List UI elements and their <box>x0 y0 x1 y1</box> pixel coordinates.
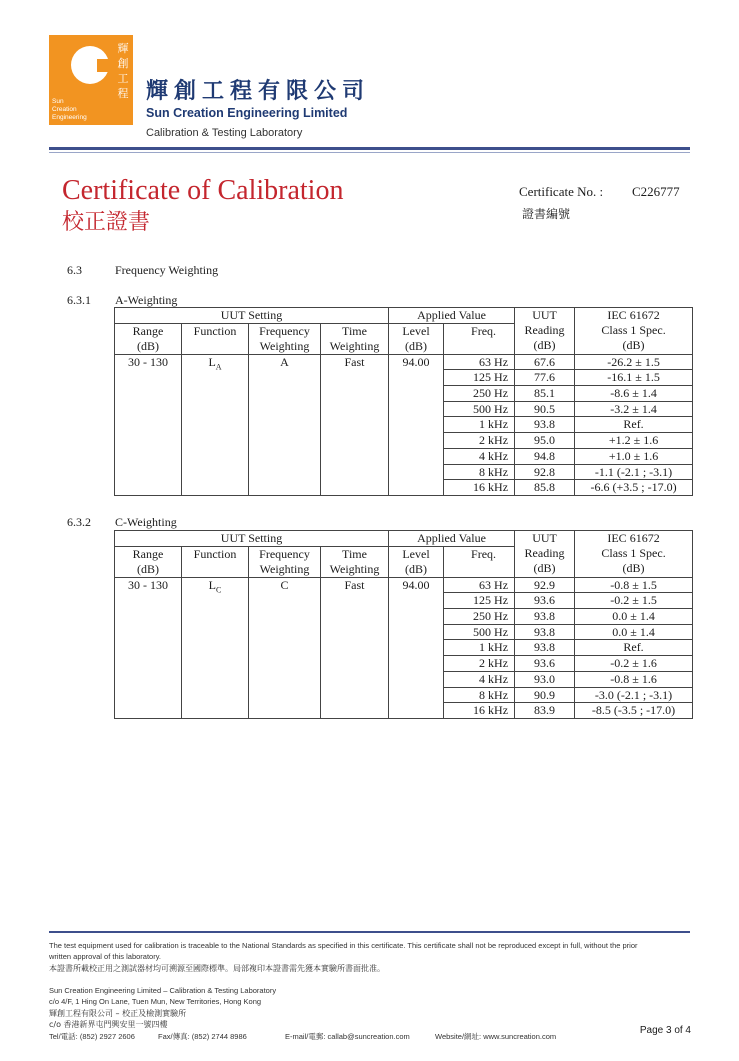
cell-freq: 16 kHz <box>444 703 515 719</box>
col-frequency-weighting: Frequency Weighting <box>249 546 321 577</box>
email: E-mail/電郵: callab@suncreation.com <box>285 1032 410 1041</box>
header-applied-value: Applied Value <box>389 531 515 547</box>
cell-reading: 85.8 <box>515 480 575 496</box>
logo-vertical-text: 輝 創 工 程 <box>117 42 129 100</box>
cell-reading: 93.6 <box>515 656 575 672</box>
cell-spec: -0.8 ± 1.5 <box>575 577 693 593</box>
cell-spec: -3.0 (-2.1 ; -3.1) <box>575 687 693 703</box>
company-logo <box>49 35 133 125</box>
cell-reading: 94.8 <box>515 448 575 464</box>
cell-level: 94.00 <box>389 354 444 495</box>
cell-freq: 125 Hz <box>444 593 515 609</box>
cell-freq: 2 kHz <box>444 656 515 672</box>
cell-time-weighting: Fast <box>321 577 389 718</box>
cell-spec: -3.2 ± 1.4 <box>575 401 693 417</box>
subsection-c-number: 6.3.2 <box>67 515 91 529</box>
table-header-row <box>115 531 693 547</box>
col-reading: Reading (dB) <box>515 323 575 354</box>
subsection-a-title: A-Weighting <box>115 293 178 307</box>
cell-freq: 8 kHz <box>444 464 515 480</box>
col-spec: Class 1 Spec. (dB) <box>575 546 693 577</box>
cell-freq: 500 Hz <box>444 401 515 417</box>
cell-freq: 2 kHz <box>444 433 515 449</box>
cell-spec: -0.2 ± 1.5 <box>575 593 693 609</box>
header-uut: UUT <box>515 308 575 324</box>
cell-reading: 90.5 <box>515 401 575 417</box>
cell-reading: 93.8 <box>515 640 575 656</box>
col-spec: Class 1 Spec. (dB) <box>575 323 693 354</box>
certificate-title-en: Certificate of Calibration <box>62 175 344 206</box>
col-function: Function <box>182 546 249 577</box>
cell-reading: 95.0 <box>515 433 575 449</box>
address-line-3: 輝創工程有限公司 – 校正及檢測實驗所 <box>49 1009 187 1018</box>
traceability-note-cn: 本證書所載校正用之測試器材均可溯源至國際標準。局部複印本證書需先獲本實驗所書面批准。 <box>49 964 385 973</box>
cell-spec: -6.6 (+3.5 ; -17.0) <box>575 480 693 496</box>
header-iec: IEC 61672 <box>575 308 693 324</box>
cell-spec: +1.2 ± 1.6 <box>575 433 693 449</box>
traceability-note-2: written approval of this laboratory. <box>49 952 161 961</box>
cell-frequency-weighting: A <box>249 354 321 495</box>
cell-freq: 1 kHz <box>444 640 515 656</box>
cell-reading: 83.9 <box>515 703 575 719</box>
table-header-row <box>115 308 693 324</box>
cell-spec: -8.5 (-3.5 ; -17.0) <box>575 703 693 719</box>
website: Website/網址: www.suncreation.com <box>435 1032 557 1041</box>
cell-reading: 93.6 <box>515 593 575 609</box>
section-number: 6.3 <box>67 263 82 277</box>
address-line-2: c/o 4/F, 1 Hing On Lane, Tuen Mun, New Territories, Hong Kong <box>49 997 262 1006</box>
cell-freq: 63 Hz <box>444 577 515 593</box>
col-reading: Reading (dB) <box>515 546 575 577</box>
certificate-number-label: Certificate No. : <box>519 184 604 199</box>
cell-reading: 93.0 <box>515 671 575 687</box>
cell-level: 94.00 <box>389 577 444 718</box>
header-uut: UUT <box>515 531 575 547</box>
cell-spec: -0.8 ± 1.6 <box>575 671 693 687</box>
cell-spec: -8.6 ± 1.4 <box>575 386 693 402</box>
cell-freq: 250 Hz <box>444 609 515 625</box>
cell-range: 30 - 130 <box>115 577 182 718</box>
footer-divider <box>49 931 690 933</box>
cell-spec: -1.1 (-2.1 ; -3.1) <box>575 464 693 480</box>
cell-freq: 500 Hz <box>444 624 515 640</box>
a-weighting-table <box>114 307 693 496</box>
cell-reading: 92.9 <box>515 577 575 593</box>
cell-function: $L_C$ <box>182 577 249 718</box>
cell-reading: 67.6 <box>515 354 575 370</box>
section-title: Frequency Weighting <box>115 263 219 277</box>
certificate-number-label-cn: 證書編號 <box>522 207 571 221</box>
cell-reading: 77.6 <box>515 370 575 386</box>
cell-freq: 4 kHz <box>444 448 515 464</box>
traceability-note: The test equipment used for calibration is traceable to the National Standards as specified in this certificate. This certificate shall not be reproduced except in full, without the prior <box>49 941 638 950</box>
header-applied-value: Applied Value <box>389 308 515 324</box>
address-line-4: c/o 香港新界屯門興安里一號四樓 <box>49 1020 168 1029</box>
col-freq: Freq. <box>444 546 515 577</box>
col-time-weighting: Time Weighting <box>321 323 389 354</box>
lab-name: Calibration & Testing Laboratory <box>146 127 303 139</box>
cell-freq: 1 kHz <box>444 417 515 433</box>
cell-time-weighting: Fast <box>321 354 389 495</box>
cell-freq: 250 Hz <box>444 386 515 402</box>
subsection-a-number: 6.3.1 <box>67 293 91 307</box>
address-line-1: Sun Creation Engineering Limited – Calibration & Testing Laboratory <box>49 986 277 995</box>
cell-freq: 63 Hz <box>444 354 515 370</box>
cell-spec: Ref. <box>575 640 693 656</box>
cell-freq: 16 kHz <box>444 480 515 496</box>
logo-english-text: Sun Creation Engineering <box>52 98 87 121</box>
header-uut-setting: UUT Setting <box>115 531 389 547</box>
cell-spec: +1.0 ± 1.6 <box>575 448 693 464</box>
company-name-en: Sun Creation Engineering Limited <box>146 106 348 120</box>
cell-spec: 0.0 ± 1.4 <box>575 624 693 640</box>
fax: Fax/傳真: (852) 2744 8986 <box>158 1032 247 1041</box>
header-divider <box>49 147 690 150</box>
cell-spec: Ref. <box>575 417 693 433</box>
cell-reading: 90.9 <box>515 687 575 703</box>
cell-reading: 85.1 <box>515 386 575 402</box>
col-range: Range (dB) <box>115 546 182 577</box>
cell-reading: 92.8 <box>515 464 575 480</box>
cell-freq: 4 kHz <box>444 671 515 687</box>
header-divider-thin <box>49 152 690 153</box>
cell-freq: 125 Hz <box>444 370 515 386</box>
col-level: Level (dB) <box>389 546 444 577</box>
cell-range: 30 - 130 <box>115 354 182 495</box>
cell-reading: 93.8 <box>515 624 575 640</box>
col-range: Range (dB) <box>115 323 182 354</box>
certificate-number: C226777 <box>632 184 680 199</box>
subsection-c-title: C-Weighting <box>115 515 177 529</box>
col-frequency-weighting: Frequency Weighting <box>249 323 321 354</box>
col-level: Level (dB) <box>389 323 444 354</box>
cell-spec: 0.0 ± 1.4 <box>575 609 693 625</box>
cell-reading: 93.8 <box>515 417 575 433</box>
cell-function: $L_A$ <box>182 354 249 495</box>
cell-frequency-weighting: C <box>249 577 321 718</box>
telephone: Tel/電話: (852) 2927 2606 <box>49 1032 135 1041</box>
cell-spec: -26.2 ± 1.5 <box>575 354 693 370</box>
table-row <box>115 577 693 593</box>
cell-reading: 93.8 <box>515 609 575 625</box>
header-iec: IEC 61672 <box>575 531 693 547</box>
table-row <box>115 354 693 370</box>
cell-spec: -0.2 ± 1.6 <box>575 656 693 672</box>
col-function: Function <box>182 323 249 354</box>
page-number: Page 3 of 4 <box>639 1025 691 1036</box>
col-freq: Freq. <box>444 323 515 354</box>
cell-spec: -16.1 ± 1.5 <box>575 370 693 386</box>
c-weighting-table <box>114 530 693 719</box>
certificate-title-cn: 校正證書 <box>62 210 151 235</box>
company-name-cn: 輝創工程有限公司 <box>146 79 371 104</box>
header-uut-setting: UUT Setting <box>115 308 389 324</box>
col-time-weighting: Time Weighting <box>321 546 389 577</box>
cell-freq: 8 kHz <box>444 687 515 703</box>
